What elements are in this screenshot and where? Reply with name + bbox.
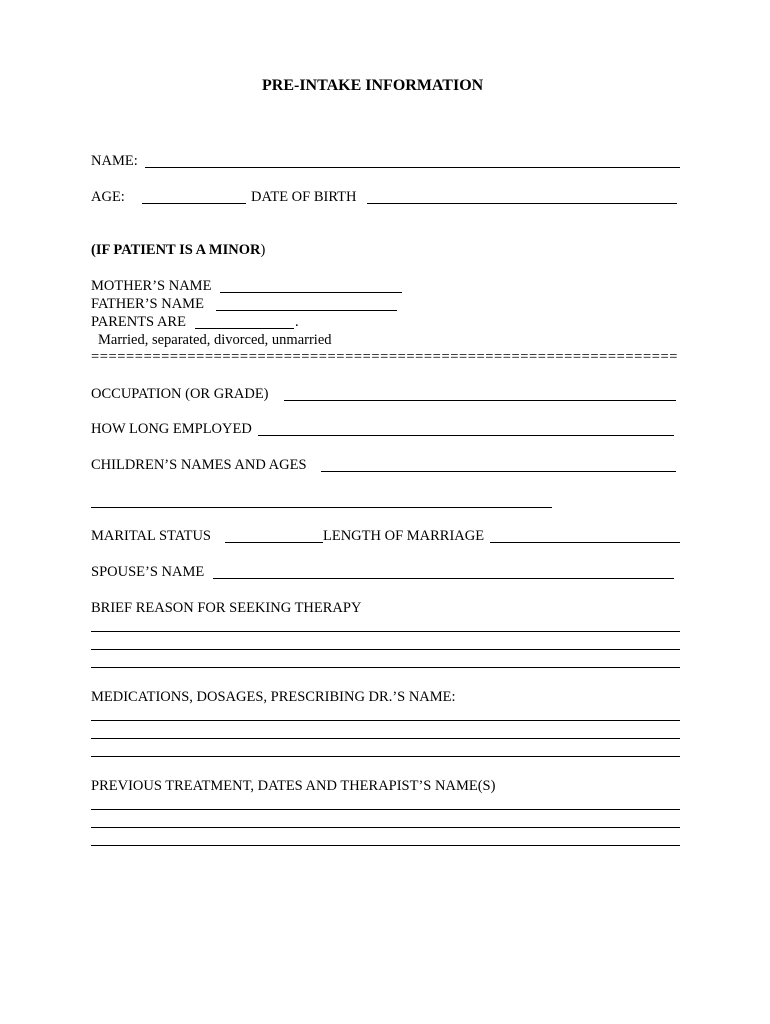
name-field[interactable] — [145, 167, 680, 168]
medications-label: MEDICATIONS, DOSAGES, PRESCRIBING DR.’S NAME: — [91, 689, 456, 705]
medications-line[interactable] — [91, 756, 680, 757]
parents-are-label: PARENTS ARE — [91, 314, 186, 330]
therapy-reason-label: BRIEF REASON FOR SEEKING THERAPY — [91, 600, 362, 616]
parents-options-hint: Married, separated, divorced, unmarried — [98, 332, 332, 348]
father-name-label: FATHER’S NAME — [91, 296, 204, 312]
therapy-reason-line[interactable] — [91, 667, 680, 668]
children-label: CHILDREN’S NAMES AND AGES — [91, 457, 307, 473]
marital-status-label: MARITAL STATUS — [91, 528, 211, 544]
section-separator: =================================================================== — [91, 349, 678, 365]
length-of-marriage-field[interactable] — [490, 542, 680, 543]
previous-treatment-label: PREVIOUS TREATMENT, DATES AND THERAPIST’S NAME(S) — [91, 778, 496, 794]
father-name-field[interactable] — [216, 310, 397, 311]
minor-heading-paren: ) — [260, 242, 266, 258]
name-label: NAME: — [91, 153, 138, 169]
therapy-reason-line[interactable] — [91, 649, 680, 650]
length-of-marriage-label: LENGTH OF MARRIAGE — [323, 528, 485, 544]
children-field-continued[interactable] — [91, 507, 552, 508]
dob-label: DATE OF BIRTH — [251, 189, 357, 205]
spouse-name-field[interactable] — [213, 578, 674, 579]
children-field[interactable] — [321, 471, 676, 472]
marital-status-field[interactable] — [225, 542, 323, 543]
parents-are-period: . — [295, 314, 299, 330]
age-label: AGE: — [91, 189, 125, 205]
previous-treatment-line[interactable] — [91, 827, 680, 828]
medications-line[interactable] — [91, 720, 680, 721]
parents-are-field[interactable] — [195, 328, 294, 329]
minor-heading — [91, 242, 265, 259]
minor-heading-bold: (IF PATIENT IS A MINOR — [91, 242, 261, 258]
dob-field[interactable] — [367, 203, 677, 204]
previous-treatment-line[interactable] — [91, 845, 680, 846]
occupation-field[interactable] — [284, 400, 676, 401]
how-long-employed-field[interactable] — [258, 435, 674, 436]
page-title: PRE-INTAKE INFORMATION — [262, 77, 484, 94]
previous-treatment-line[interactable] — [91, 809, 680, 810]
occupation-label: OCCUPATION (OR GRADE) — [91, 386, 269, 402]
age-field[interactable] — [142, 203, 246, 204]
how-long-employed-label: HOW LONG EMPLOYED — [91, 421, 252, 437]
medications-line[interactable] — [91, 738, 680, 739]
therapy-reason-line[interactable] — [91, 631, 680, 632]
mother-name-field[interactable] — [220, 292, 402, 293]
mother-name-label: MOTHER’S NAME — [91, 278, 212, 294]
spouse-name-label: SPOUSE’S NAME — [91, 564, 205, 580]
